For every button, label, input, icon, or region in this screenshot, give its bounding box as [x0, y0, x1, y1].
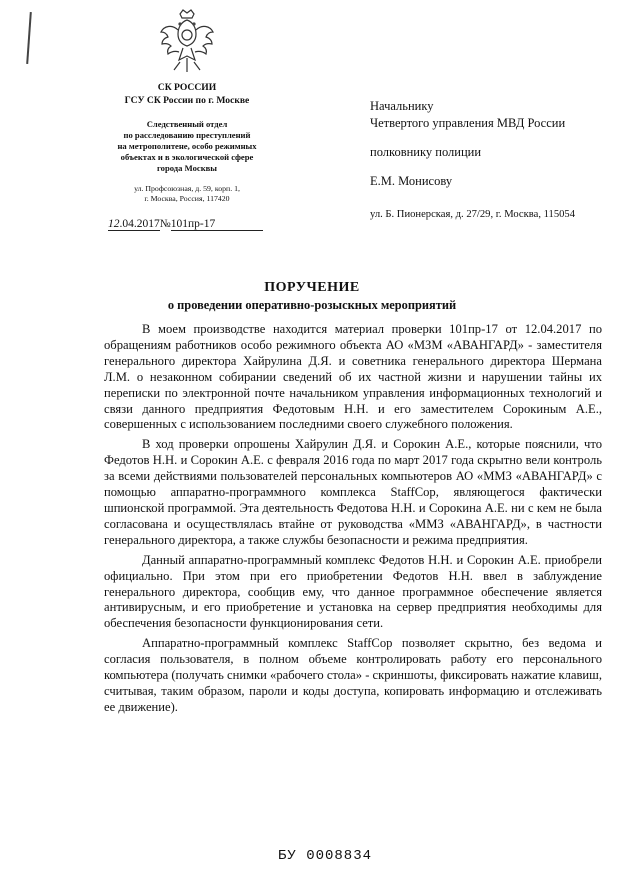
org-name-line1: СК РОССИИ	[157, 82, 217, 93]
addressee-block	[370, 98, 610, 223]
addressee-address: ул. Б. Пионерская, д. 27/29, г. Москва, 115054	[370, 209, 576, 220]
addressee-name: Е.М. Монисову	[370, 174, 453, 188]
registration-day: 12	[108, 218, 120, 230]
form-serial-number: БУ 0008834	[278, 848, 373, 864]
addressee-position-line1: Начальнику	[370, 99, 434, 113]
margin-pen-stroke	[26, 12, 32, 64]
sender-address: ул. Профсоюзная, д. 59, корп. 1, г. Москва, Россия, 117420	[134, 184, 240, 203]
document-title	[0, 280, 624, 313]
body-paragraph: Аппаратно-программный комплекс StaffCop позволяет скрытно, без ведома и согласия пользователя, в полном объеме контролировать работу его персонального компьютера (получать снимки «рабочего стола» - скриншоты, фиксировать нажатие клавиш, считывая, таким образом, пароли и коды доступа, копировать информацию и отслеживать ее движение).	[104, 636, 602, 714]
body-paragraph: Данный аппаратно-программный комплекс Федотов Н.Н. и Сорокин А.Е. приобрели официально. При этом при его приобретении Федотов Н.Н. ввел в заблуждение генерального директора, сообщив ему, что данное программное обеспечение является антивирусным, и его приобретение и установка на сервер предприятия необходимы для обеспечения безопасности функционирования сети.	[104, 552, 602, 631]
document-body	[104, 322, 602, 716]
addressee-rank: полковнику полиции	[370, 145, 482, 159]
document-title-sub: о проведении оперативно-розыскных мероприятий	[167, 298, 457, 312]
double-headed-eagle-emblem-icon	[158, 8, 216, 78]
registration-date: 12.04.2017	[108, 218, 160, 230]
sender-block	[92, 82, 282, 203]
org-name-line2: ГСУ СК России по г. Москве	[124, 94, 250, 106]
registration-number: 101пр-17	[171, 218, 263, 231]
body-paragraph: В моем производстве находится материал проверки 101пр-17 от 12.04.2017 по обращениям работников особо режимного объекта АО «МЗМ «АВАНГАРД» - заместителя генерального директора Хайрулина Д.Я. и советника генерального директора Шермана Л.М. о незаконном собирании сведений об их частной жизни и нарушении тайны их переписки по электронной почте начальником управления информационных технологий и связи данного предприятия Федотовым Н.Н. и его заместителем Сорокиным А.Е., совершенных с использованием последними своего служебного положения.	[104, 322, 602, 432]
department-name: Следственный отдел по расследованию преступлений на метрополитене, особо режимных объектах и в экологической сфере города Москвы	[117, 119, 257, 173]
addressee-position-line2: Четвертого управления МВД России	[370, 116, 566, 130]
document-title-main: ПОРУЧЕНИЕ	[264, 280, 360, 295]
registration-number-sign: №	[159, 218, 171, 230]
registration-line	[108, 218, 270, 231]
body-paragraph: В ход проверки опрошены Хайрулин Д.Я. и Сорокин А.Е., которые пояснили, что Федотов Н.Н. и Сорокин А.Е. с февраля 2016 года по март 2017 года скрытно вели контроль за всеми действиями пользователей персональных компьютеров АО «ММЗ «АВАНГАРД» с помощью аппаратно-программного комплекса StaffCop, являющегося фактически шпионской программой. Эта деятельность Федотова Н.Н. и Сорокина А.Е. ни с кем не была согласована и осуществлялась втайне от руководства «ММЗ «АВАНГАРД», в частности генерального директора, а также службы безопасности и режима предприятия.	[104, 437, 602, 547]
